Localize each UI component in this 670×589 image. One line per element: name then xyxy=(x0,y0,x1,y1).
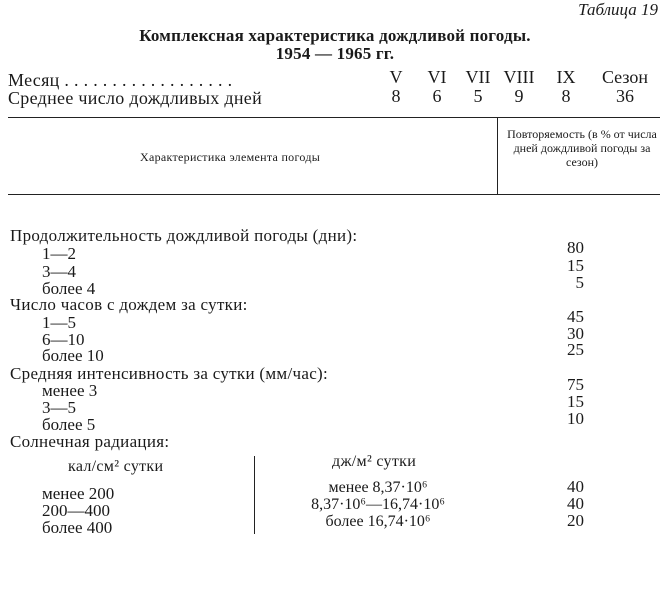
row-value: 40 xyxy=(567,477,584,496)
rain-days-row-label: Среднее число дождливых дней xyxy=(8,88,263,108)
row-label: 6—10 xyxy=(42,330,85,349)
row-value: 30 xyxy=(567,324,584,343)
radiation-cal-value: более 400 xyxy=(42,518,113,537)
months-row-label: Месяц . . . . . . . . . . . . . . . . . . xyxy=(8,70,233,90)
rain-days-cell: 6 xyxy=(432,86,442,106)
section-title: Средняя интенсивность за сутки (мм/час): xyxy=(10,364,329,383)
row-value: 40 xyxy=(567,494,584,513)
row-label: более 10 xyxy=(42,346,104,365)
radiation-column-divider xyxy=(254,456,255,534)
table-number: Таблица 19 xyxy=(578,0,658,19)
radiation-cal-value: 200—400 xyxy=(42,501,110,520)
row-label: менее 3 xyxy=(42,381,98,400)
header-divider xyxy=(497,117,498,195)
row-value: 80 xyxy=(567,238,584,257)
row-value: 75 xyxy=(567,375,584,394)
row-value: 20 xyxy=(567,511,584,530)
row-label: 3—5 xyxy=(42,398,76,417)
row-value: 15 xyxy=(567,392,584,411)
header-element-characteristic: Характеристика элемента погоды xyxy=(140,150,321,164)
radiation-joule-value: 8,37·10⁶—16,74·10⁶ xyxy=(311,496,445,513)
table-title-line1: Комплексная характеристика дождливой погоды. xyxy=(139,26,531,45)
row-label: 1—5 xyxy=(42,313,76,332)
section-title: Число часов с дождем за сутки: xyxy=(10,295,248,314)
rain-days-cell: 5 xyxy=(473,86,483,106)
month-cell: VII xyxy=(465,67,491,87)
section-title: Продолжительность дождливой погоды (дни): xyxy=(10,226,358,245)
rain-days-cell: 8 xyxy=(561,86,571,106)
table-title-line2: 1954 — 1965 гг. xyxy=(275,44,395,63)
radiation-joule-header: дж/м² сутки xyxy=(332,453,417,470)
table-header-rule xyxy=(8,194,660,195)
row-label: 1—2 xyxy=(42,244,76,263)
row-value: 45 xyxy=(567,307,584,326)
row-label: более 4 xyxy=(42,279,96,298)
rain-days-cell: 8 xyxy=(391,86,401,106)
radiation-cal-header: кал/см² сутки xyxy=(68,458,164,475)
month-cell: V xyxy=(389,67,403,87)
month-cell: IX xyxy=(556,67,576,87)
row-label: 3—4 xyxy=(42,262,76,281)
radiation-joule-value: более 16,74·10⁶ xyxy=(325,513,431,530)
row-value: 5 xyxy=(575,273,584,292)
season-header: Сезон xyxy=(601,67,649,87)
rain-days-season-cell: 36 xyxy=(616,86,634,106)
section-title: Солнечная радиация: xyxy=(10,432,170,451)
header-frequency: Повторяемость (в % от числа дней дождливой погоды за сезон) xyxy=(507,127,657,169)
rain-days-cell: 9 xyxy=(514,86,524,106)
month-cell: VIII xyxy=(503,67,535,87)
radiation-cal-value: менее 200 xyxy=(42,484,115,503)
row-value: 10 xyxy=(567,409,584,428)
month-cell: VI xyxy=(427,67,447,87)
row-value: 15 xyxy=(567,256,584,275)
row-value: 25 xyxy=(567,340,584,359)
radiation-joule-value: менее 8,37·10⁶ xyxy=(328,479,428,496)
table-top-rule xyxy=(8,117,660,118)
row-label: более 5 xyxy=(42,415,96,434)
